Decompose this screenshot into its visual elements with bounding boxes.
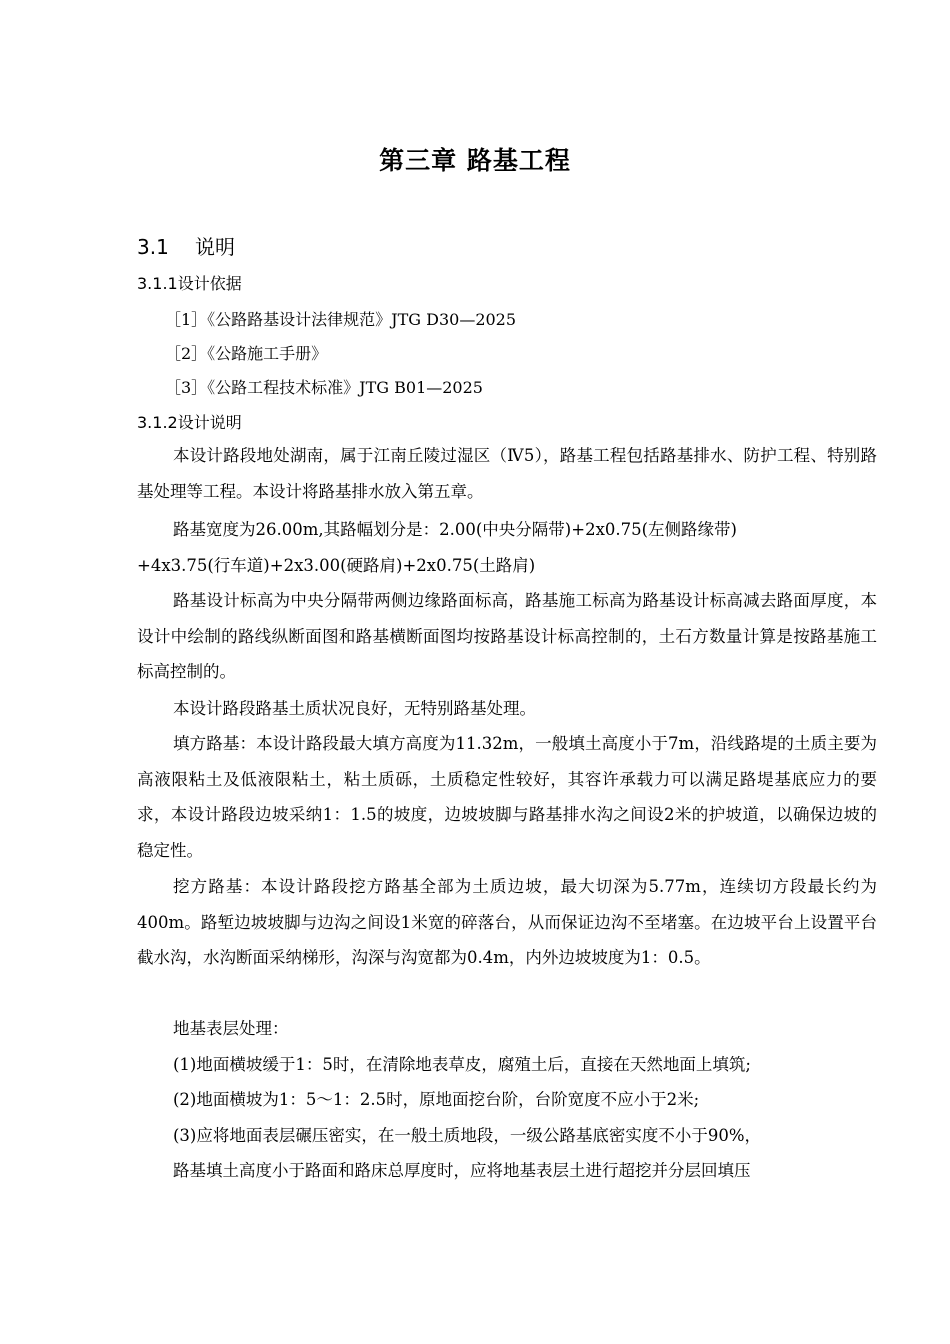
paragraph: 填方路基：本设计路段最大填方高度为11.32m，一般填土高度小于7m，沿线路堤的土质主要为高液限粘土及低液限粘土，粘土质砾，土质稳定性较好，其容许承载力可以满足路堤基底应力的要求，本设计路段边坡采纳1：1.5的坡度，边坡坡脚与路基排水沟之间设2米的护坡道，以确保边坡的稳定性。: [137, 734, 877, 860]
section-heading: [137, 231, 235, 263]
paragraph-line: 路基宽度为26.00m,其路幅划分是：2.00(中央分隔带)+2x0.75(左侧路缘带): [173, 520, 737, 539]
subsection-heading-basis: 3.1.1设计依据: [137, 274, 242, 293]
list-item: (3)应将地面表层碾压密实，在一般土质地段，一级公路基底密实度不小于90%，: [173, 1126, 762, 1145]
section-number: 3.1: [137, 235, 169, 259]
paragraph-line: +4x3.75(行车道)+2x3.00(硬路肩)+2x0.75(土路肩): [137, 556, 536, 575]
paragraph-line: 地基表层处理：: [173, 1019, 289, 1038]
paragraph: 本设计路段路基土质状况良好，无特别路基处理。: [173, 699, 536, 718]
section-title: 说明: [195, 235, 235, 259]
reference-item: ［3］《公路工程技术标准》JTG B01—2025: [165, 378, 483, 397]
chapter-title: 第三章 路基工程: [379, 146, 571, 175]
reference-item: ［1］《公路路基设计法律规范》JTG D30—2025: [165, 310, 517, 329]
paragraph: 路基设计标高为中央分隔带两侧边缘路面标高，路基施工标高为路基设计标高减去路面厚度，本设计中绘制的路线纵断面图和路基横断面图均按路基设计标高控制的，土石方数量计算是按路基施工标高控制的。: [137, 591, 877, 681]
paragraph: 挖方路基：本设计路段挖方路基全部为土质边坡，最大切深为5.77m，连续切方段最长约为400m。路堑边坡坡脚与边沟之间设1米宽的碎落台，从而保证边沟不至堵塞。在边坡平台上设置平台截水沟，水沟断面采纳梯形，沟深与沟宽都为0.4m，内外边坡坡度为1：0.5。: [137, 877, 877, 967]
reference-item: ［2］《公路施工手册》: [165, 344, 328, 363]
paragraph-line: 路基填土高度小于路面和路床总厚度时，应将地基表层土进行超挖并分层回填压: [173, 1161, 751, 1180]
list-item: (1)地面横坡缓于1：5时，在清除地表草皮，腐殖土后，直接在天然地面上填筑;: [173, 1055, 751, 1074]
subsection-heading-notes: 3.1.2设计说明: [137, 413, 242, 432]
paragraph: 本设计路段地处湖南，属于江南丘陵过湿区（Ⅳ5），路基工程包括路基排水、防护工程、特别路基处理等工程。本设计将路基排水放入第五章。: [137, 446, 877, 501]
list-item: (2)地面横坡为1：5～1：2.5时，原地面挖台阶，台阶宽度不应小于2米;: [173, 1090, 700, 1109]
